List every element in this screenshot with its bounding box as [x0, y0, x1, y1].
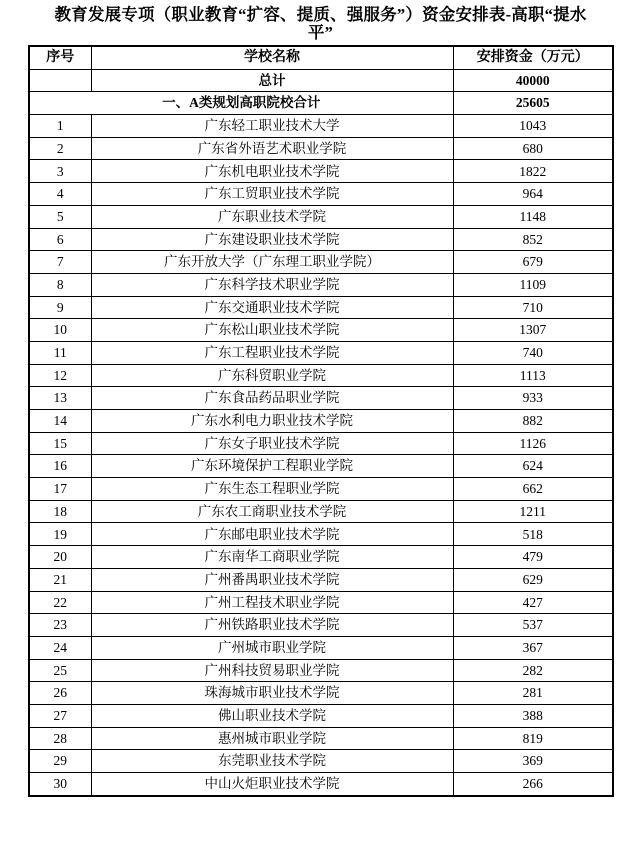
row-amount-cell: 1113 — [453, 364, 613, 387]
row-school-cell: 佛山职业技术学院 — [91, 704, 453, 727]
row-school-cell: 广东环境保护工程职业学院 — [91, 455, 453, 478]
table-row — [29, 682, 613, 705]
section-row — [29, 92, 613, 115]
row-school-cell: 广州工程技术职业学院 — [91, 591, 453, 614]
row-school-cell: 广东建设职业技术学院 — [91, 228, 453, 251]
row-no-cell: 22 — [29, 591, 91, 614]
row-school-cell: 广东食品药品职业学院 — [91, 387, 453, 410]
table-row — [29, 273, 613, 296]
row-no-cell: 4 — [29, 183, 91, 206]
table-row — [29, 568, 613, 591]
table-row — [29, 183, 613, 206]
row-amount-cell: 1043 — [453, 115, 613, 138]
row-amount-cell: 819 — [453, 727, 613, 750]
table-row — [29, 160, 613, 183]
table-row — [29, 704, 613, 727]
table-row — [29, 387, 613, 410]
row-amount-cell: 964 — [453, 183, 613, 206]
row-no-cell: 19 — [29, 523, 91, 546]
table-row — [29, 319, 613, 342]
table-row — [29, 750, 613, 773]
row-amount-cell: 629 — [453, 568, 613, 591]
row-amount-cell: 1307 — [453, 319, 613, 342]
table-row — [29, 591, 613, 614]
row-no-cell: 28 — [29, 727, 91, 750]
row-amount-cell: 882 — [453, 410, 613, 433]
row-amount-cell: 680 — [453, 137, 613, 160]
row-school-cell: 广东科贸职业学院 — [91, 364, 453, 387]
row-school-cell: 广东松山职业技术学院 — [91, 319, 453, 342]
col-header-no: 序号 — [29, 46, 91, 69]
row-amount-cell: 266 — [453, 773, 613, 796]
total-no-cell — [29, 69, 91, 92]
row-school-cell: 广东职业技术学院 — [91, 205, 453, 228]
table-row — [29, 115, 613, 138]
row-no-cell: 29 — [29, 750, 91, 773]
row-amount-cell: 388 — [453, 704, 613, 727]
row-no-cell: 20 — [29, 546, 91, 569]
row-school-cell: 广州科技贸易职业学院 — [91, 659, 453, 682]
row-no-cell: 23 — [29, 614, 91, 637]
row-school-cell: 惠州城市职业学院 — [91, 727, 453, 750]
row-amount-cell: 1822 — [453, 160, 613, 183]
row-no-cell: 11 — [29, 341, 91, 364]
table-row — [29, 410, 613, 433]
row-no-cell: 27 — [29, 704, 91, 727]
section-label: 一、A类规划高职院校合计 — [29, 92, 453, 115]
row-school-cell: 广东生态工程职业学院 — [91, 478, 453, 501]
row-school-cell: 东莞职业技术学院 — [91, 750, 453, 773]
page-title-line1: 教育发展专项（职业教育“扩容、提质、强服务”）资金安排表-高职“提水 — [54, 5, 587, 24]
row-amount-cell: 1126 — [453, 432, 613, 455]
row-amount-cell: 662 — [453, 478, 613, 501]
row-amount-cell: 1148 — [453, 205, 613, 228]
row-no-cell: 30 — [29, 773, 91, 796]
table-row — [29, 251, 613, 274]
row-no-cell: 18 — [29, 500, 91, 523]
table-row — [29, 228, 613, 251]
row-no-cell: 12 — [29, 364, 91, 387]
row-no-cell: 1 — [29, 115, 91, 138]
row-school-cell: 中山火炬职业技术学院 — [91, 773, 453, 796]
table-row — [29, 478, 613, 501]
page-title — [18, 6, 623, 41]
row-no-cell: 16 — [29, 455, 91, 478]
row-amount-cell: 1211 — [453, 500, 613, 523]
row-amount-cell: 624 — [453, 455, 613, 478]
row-school-cell: 广东科学技术职业学院 — [91, 273, 453, 296]
page-title-line2: 平” — [307, 22, 334, 42]
row-amount-cell: 479 — [453, 546, 613, 569]
row-amount-cell: 710 — [453, 296, 613, 319]
row-school-cell: 广州城市职业学院 — [91, 636, 453, 659]
total-row — [29, 69, 613, 92]
table-row — [29, 546, 613, 569]
table-row — [29, 523, 613, 546]
row-amount-cell: 518 — [453, 523, 613, 546]
row-amount-cell: 537 — [453, 614, 613, 637]
row-school-cell: 广州铁路职业技术学院 — [91, 614, 453, 637]
row-amount-cell: 1109 — [453, 273, 613, 296]
row-no-cell: 21 — [29, 568, 91, 591]
row-amount-cell: 933 — [453, 387, 613, 410]
row-no-cell: 25 — [29, 659, 91, 682]
row-amount-cell: 369 — [453, 750, 613, 773]
row-no-cell: 7 — [29, 251, 91, 274]
table-row — [29, 137, 613, 160]
row-no-cell: 17 — [29, 478, 91, 501]
row-school-cell: 广东工贸职业技术学院 — [91, 183, 453, 206]
total-value: 40000 — [453, 69, 613, 92]
table-row — [29, 364, 613, 387]
row-no-cell: 8 — [29, 273, 91, 296]
row-amount-cell: 281 — [453, 682, 613, 705]
table-row — [29, 296, 613, 319]
row-no-cell: 24 — [29, 636, 91, 659]
row-school-cell: 广东机电职业技术学院 — [91, 160, 453, 183]
section-value: 25605 — [453, 92, 613, 115]
total-label: 总计 — [91, 69, 453, 92]
row-school-cell: 广东省外语艺术职业学院 — [91, 137, 453, 160]
table-row — [29, 341, 613, 364]
row-school-cell: 广东交通职业技术学院 — [91, 296, 453, 319]
row-school-cell: 珠海城市职业技术学院 — [91, 682, 453, 705]
row-no-cell: 2 — [29, 137, 91, 160]
row-school-cell: 广东女子职业技术学院 — [91, 432, 453, 455]
col-header-amount: 安排资金（万元） — [453, 46, 613, 69]
row-no-cell: 5 — [29, 205, 91, 228]
table-row — [29, 773, 613, 796]
row-amount-cell: 679 — [453, 251, 613, 274]
row-school-cell: 广东南华工商职业学院 — [91, 546, 453, 569]
table-row — [29, 636, 613, 659]
table-row — [29, 727, 613, 750]
row-school-cell: 广东轻工职业技术大学 — [91, 115, 453, 138]
table-row — [29, 614, 613, 637]
row-amount-cell: 740 — [453, 341, 613, 364]
row-no-cell: 15 — [29, 432, 91, 455]
col-header-school: 学校名称 — [91, 46, 453, 69]
row-school-cell: 广东开放大学（广东理工职业学院） — [91, 251, 453, 274]
funding-table — [28, 45, 614, 797]
row-amount-cell: 282 — [453, 659, 613, 682]
row-school-cell: 广东邮电职业技术学院 — [91, 523, 453, 546]
row-amount-cell: 367 — [453, 636, 613, 659]
row-no-cell: 3 — [29, 160, 91, 183]
row-amount-cell: 427 — [453, 591, 613, 614]
table-row — [29, 500, 613, 523]
row-no-cell: 6 — [29, 228, 91, 251]
row-no-cell: 9 — [29, 296, 91, 319]
row-no-cell: 26 — [29, 682, 91, 705]
row-amount-cell: 852 — [453, 228, 613, 251]
table-row — [29, 432, 613, 455]
table-row — [29, 455, 613, 478]
header-row — [29, 46, 613, 69]
table-row — [29, 205, 613, 228]
row-no-cell: 14 — [29, 410, 91, 433]
row-no-cell: 13 — [29, 387, 91, 410]
table-row — [29, 659, 613, 682]
row-school-cell: 广州番禺职业技术学院 — [91, 568, 453, 591]
row-no-cell: 10 — [29, 319, 91, 342]
row-school-cell: 广东工程职业技术学院 — [91, 341, 453, 364]
row-school-cell: 广东水利电力职业技术学院 — [91, 410, 453, 433]
row-school-cell: 广东农工商职业技术学院 — [91, 500, 453, 523]
